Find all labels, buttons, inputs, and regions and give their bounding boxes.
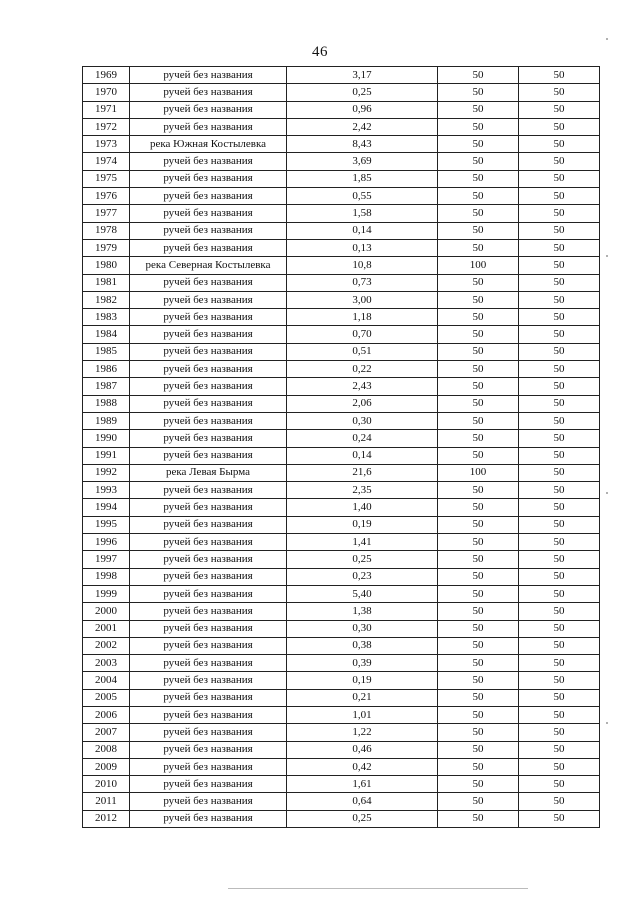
table-row bbox=[83, 101, 600, 118]
cell-length: 0,25 bbox=[287, 84, 438, 101]
cell-zone-width: 50 bbox=[438, 291, 519, 308]
cell-zone-width: 50 bbox=[438, 793, 519, 810]
cell-zone-width: 50 bbox=[438, 84, 519, 101]
cell-zone-width: 50 bbox=[438, 534, 519, 551]
cell-belt-width: 50 bbox=[519, 724, 600, 741]
table-row bbox=[83, 741, 600, 758]
cell-number: 1977 bbox=[83, 205, 130, 222]
cell-name: ручей без названия bbox=[130, 343, 287, 360]
cell-zone-width: 50 bbox=[438, 655, 519, 672]
cell-name: ручей без названия bbox=[130, 810, 287, 827]
table-row bbox=[83, 793, 600, 810]
cell-belt-width: 50 bbox=[519, 84, 600, 101]
cell-belt-width: 50 bbox=[519, 239, 600, 256]
table-row bbox=[83, 499, 600, 516]
cell-zone-width: 50 bbox=[438, 188, 519, 205]
cell-length: 0,19 bbox=[287, 672, 438, 689]
cell-length: 0,51 bbox=[287, 343, 438, 360]
table-row bbox=[83, 136, 600, 153]
cell-name: ручей без названия bbox=[130, 655, 287, 672]
cell-name: ручей без названия bbox=[130, 361, 287, 378]
cell-name: ручей без названия bbox=[130, 689, 287, 706]
table-row bbox=[83, 689, 600, 706]
cell-number: 1981 bbox=[83, 274, 130, 291]
cell-name: ручей без названия bbox=[130, 274, 287, 291]
cell-zone-width: 50 bbox=[438, 153, 519, 170]
cell-number: 1990 bbox=[83, 430, 130, 447]
cell-zone-width: 100 bbox=[438, 257, 519, 274]
cell-length: 1,58 bbox=[287, 205, 438, 222]
table-body bbox=[83, 67, 600, 828]
cell-zone-width: 50 bbox=[438, 724, 519, 741]
cell-length: 0,25 bbox=[287, 551, 438, 568]
cell-belt-width: 50 bbox=[519, 395, 600, 412]
cell-number: 2004 bbox=[83, 672, 130, 689]
cell-zone-width: 50 bbox=[438, 205, 519, 222]
cell-zone-width: 50 bbox=[438, 395, 519, 412]
cell-length: 1,85 bbox=[287, 170, 438, 187]
cell-number: 1999 bbox=[83, 585, 130, 602]
cell-belt-width: 50 bbox=[519, 689, 600, 706]
cell-number: 1970 bbox=[83, 84, 130, 101]
cell-zone-width: 50 bbox=[438, 706, 519, 723]
cell-name: ручей без названия bbox=[130, 724, 287, 741]
cell-number: 1976 bbox=[83, 188, 130, 205]
cell-zone-width: 50 bbox=[438, 741, 519, 758]
cell-name: ручей без названия bbox=[130, 170, 287, 187]
cell-number: 1979 bbox=[83, 239, 130, 256]
cell-number: 2012 bbox=[83, 810, 130, 827]
cell-name: ручей без названия bbox=[130, 620, 287, 637]
cell-belt-width: 50 bbox=[519, 118, 600, 135]
cell-number: 2005 bbox=[83, 689, 130, 706]
cell-length: 0,19 bbox=[287, 516, 438, 533]
table-row bbox=[83, 706, 600, 723]
cell-number: 1971 bbox=[83, 101, 130, 118]
cell-length: 0,73 bbox=[287, 274, 438, 291]
cell-belt-width: 50 bbox=[519, 603, 600, 620]
cell-length: 0,24 bbox=[287, 430, 438, 447]
cell-number: 1975 bbox=[83, 170, 130, 187]
table-row bbox=[83, 291, 600, 308]
table-row bbox=[83, 568, 600, 585]
cell-name: ручей без названия bbox=[130, 205, 287, 222]
cell-name: ручей без названия bbox=[130, 430, 287, 447]
table-row bbox=[83, 637, 600, 654]
cell-belt-width: 50 bbox=[519, 326, 600, 343]
cell-belt-width: 50 bbox=[519, 706, 600, 723]
cell-name: ручей без названия bbox=[130, 101, 287, 118]
cell-name: ручей без названия bbox=[130, 551, 287, 568]
cell-length: 0,46 bbox=[287, 741, 438, 758]
cell-belt-width: 50 bbox=[519, 741, 600, 758]
cell-number: 1985 bbox=[83, 343, 130, 360]
cell-zone-width: 50 bbox=[438, 361, 519, 378]
cell-belt-width: 50 bbox=[519, 136, 600, 153]
cell-length: 0,96 bbox=[287, 101, 438, 118]
cell-name: ручей без названия bbox=[130, 568, 287, 585]
cell-zone-width: 50 bbox=[438, 672, 519, 689]
cell-number: 1989 bbox=[83, 412, 130, 429]
cell-belt-width: 50 bbox=[519, 482, 600, 499]
cell-length: 8,43 bbox=[287, 136, 438, 153]
cell-belt-width: 50 bbox=[519, 361, 600, 378]
cell-name: ручей без названия bbox=[130, 482, 287, 499]
cell-length: 0,70 bbox=[287, 326, 438, 343]
cell-zone-width: 50 bbox=[438, 378, 519, 395]
cell-length: 2,06 bbox=[287, 395, 438, 412]
cell-name: ручей без названия bbox=[130, 291, 287, 308]
cell-number: 1980 bbox=[83, 257, 130, 274]
cell-belt-width: 50 bbox=[519, 447, 600, 464]
cell-name: ручей без названия bbox=[130, 326, 287, 343]
cell-number: 2006 bbox=[83, 706, 130, 723]
cell-number: 1969 bbox=[83, 67, 130, 84]
cell-length: 3,00 bbox=[287, 291, 438, 308]
table-row bbox=[83, 257, 600, 274]
cell-belt-width: 50 bbox=[519, 793, 600, 810]
cell-zone-width: 50 bbox=[438, 239, 519, 256]
cell-name: ручей без названия bbox=[130, 188, 287, 205]
cell-length: 0,42 bbox=[287, 758, 438, 775]
cell-belt-width: 50 bbox=[519, 551, 600, 568]
cell-belt-width: 50 bbox=[519, 655, 600, 672]
cell-belt-width: 50 bbox=[519, 499, 600, 516]
cell-length: 1,22 bbox=[287, 724, 438, 741]
cell-belt-width: 50 bbox=[519, 810, 600, 827]
table-row bbox=[83, 205, 600, 222]
table-row bbox=[83, 84, 600, 101]
cell-name: ручей без названия bbox=[130, 67, 287, 84]
scan-speck bbox=[606, 38, 608, 40]
cell-belt-width: 50 bbox=[519, 637, 600, 654]
table-row bbox=[83, 326, 600, 343]
scan-speck bbox=[606, 492, 608, 494]
cell-number: 1998 bbox=[83, 568, 130, 585]
cell-belt-width: 50 bbox=[519, 222, 600, 239]
scan-speck bbox=[606, 255, 608, 257]
cell-belt-width: 50 bbox=[519, 153, 600, 170]
cell-length: 5,40 bbox=[287, 585, 438, 602]
cell-number: 1992 bbox=[83, 464, 130, 481]
cell-name: ручей без названия bbox=[130, 758, 287, 775]
cell-zone-width: 50 bbox=[438, 412, 519, 429]
table-row bbox=[83, 516, 600, 533]
table-row bbox=[83, 378, 600, 395]
cell-length: 0,21 bbox=[287, 689, 438, 706]
table-row bbox=[83, 188, 600, 205]
cell-zone-width: 50 bbox=[438, 551, 519, 568]
cell-length: 21,6 bbox=[287, 464, 438, 481]
cell-belt-width: 50 bbox=[519, 170, 600, 187]
cell-zone-width: 50 bbox=[438, 620, 519, 637]
cell-name: ручей без названия bbox=[130, 239, 287, 256]
table-row bbox=[83, 412, 600, 429]
cell-belt-width: 50 bbox=[519, 758, 600, 775]
cell-number: 1988 bbox=[83, 395, 130, 412]
table-row bbox=[83, 67, 600, 84]
cell-length: 0,14 bbox=[287, 447, 438, 464]
cell-number: 1983 bbox=[83, 309, 130, 326]
cell-belt-width: 50 bbox=[519, 188, 600, 205]
table-row bbox=[83, 447, 600, 464]
cell-number: 2007 bbox=[83, 724, 130, 741]
cell-number: 2000 bbox=[83, 603, 130, 620]
cell-length: 10,8 bbox=[287, 257, 438, 274]
cell-number: 1994 bbox=[83, 499, 130, 516]
cell-zone-width: 50 bbox=[438, 482, 519, 499]
table-row bbox=[83, 170, 600, 187]
cell-name: река Южная Костылевка bbox=[130, 136, 287, 153]
cell-length: 3,17 bbox=[287, 67, 438, 84]
cell-name: ручей без названия bbox=[130, 309, 287, 326]
cell-belt-width: 50 bbox=[519, 430, 600, 447]
cell-zone-width: 50 bbox=[438, 326, 519, 343]
cell-number: 1995 bbox=[83, 516, 130, 533]
cell-belt-width: 50 bbox=[519, 534, 600, 551]
table-row bbox=[83, 274, 600, 291]
cell-belt-width: 50 bbox=[519, 672, 600, 689]
cell-number: 1993 bbox=[83, 482, 130, 499]
table-row bbox=[83, 758, 600, 775]
cell-name: ручей без названия bbox=[130, 395, 287, 412]
table-row bbox=[83, 655, 600, 672]
water-bodies-table bbox=[82, 66, 600, 828]
table-row bbox=[83, 309, 600, 326]
cell-zone-width: 50 bbox=[438, 309, 519, 326]
cell-zone-width: 50 bbox=[438, 568, 519, 585]
table-row bbox=[83, 672, 600, 689]
cell-name: ручей без названия bbox=[130, 706, 287, 723]
table-row bbox=[83, 464, 600, 481]
cell-name: ручей без названия bbox=[130, 378, 287, 395]
cell-belt-width: 50 bbox=[519, 274, 600, 291]
cell-belt-width: 50 bbox=[519, 378, 600, 395]
cell-number: 1978 bbox=[83, 222, 130, 239]
cell-zone-width: 50 bbox=[438, 118, 519, 135]
cell-length: 0,39 bbox=[287, 655, 438, 672]
cell-zone-width: 50 bbox=[438, 430, 519, 447]
cell-number: 1997 bbox=[83, 551, 130, 568]
cell-number: 1973 bbox=[83, 136, 130, 153]
cell-zone-width: 50 bbox=[438, 637, 519, 654]
cell-number: 1974 bbox=[83, 153, 130, 170]
cell-number: 2009 bbox=[83, 758, 130, 775]
cell-number: 1987 bbox=[83, 378, 130, 395]
table-row bbox=[83, 343, 600, 360]
cell-length: 0,25 bbox=[287, 810, 438, 827]
table-row bbox=[83, 724, 600, 741]
cell-name: ручей без названия bbox=[130, 222, 287, 239]
cell-length: 1,38 bbox=[287, 603, 438, 620]
cell-length: 1,18 bbox=[287, 309, 438, 326]
cell-name: ручей без названия bbox=[130, 84, 287, 101]
cell-belt-width: 50 bbox=[519, 516, 600, 533]
cell-name: ручей без названия bbox=[130, 412, 287, 429]
cell-zone-width: 50 bbox=[438, 776, 519, 793]
table-row bbox=[83, 361, 600, 378]
cell-number: 1982 bbox=[83, 291, 130, 308]
cell-length: 1,61 bbox=[287, 776, 438, 793]
cell-number: 2001 bbox=[83, 620, 130, 637]
cell-length: 2,35 bbox=[287, 482, 438, 499]
cell-name: ручей без названия bbox=[130, 499, 287, 516]
cell-belt-width: 50 bbox=[519, 67, 600, 84]
table-row bbox=[83, 482, 600, 499]
cell-zone-width: 50 bbox=[438, 170, 519, 187]
cell-belt-width: 50 bbox=[519, 568, 600, 585]
cell-zone-width: 50 bbox=[438, 810, 519, 827]
table-row bbox=[83, 534, 600, 551]
cell-name: ручей без названия bbox=[130, 534, 287, 551]
cell-length: 0,13 bbox=[287, 239, 438, 256]
table-row bbox=[83, 118, 600, 135]
cell-zone-width: 50 bbox=[438, 603, 519, 620]
table-row bbox=[83, 810, 600, 827]
table-row bbox=[83, 603, 600, 620]
cell-zone-width: 50 bbox=[438, 689, 519, 706]
table-row bbox=[83, 153, 600, 170]
cell-belt-width: 50 bbox=[519, 585, 600, 602]
cell-belt-width: 50 bbox=[519, 205, 600, 222]
cell-length: 0,64 bbox=[287, 793, 438, 810]
cell-number: 2011 bbox=[83, 793, 130, 810]
cell-number: 1984 bbox=[83, 326, 130, 343]
cell-number: 1972 bbox=[83, 118, 130, 135]
scan-bottom-line bbox=[228, 888, 528, 889]
cell-length: 1,41 bbox=[287, 534, 438, 551]
cell-number: 1991 bbox=[83, 447, 130, 464]
cell-belt-width: 50 bbox=[519, 464, 600, 481]
cell-name: ручей без названия bbox=[130, 516, 287, 533]
cell-name: ручей без названия bbox=[130, 118, 287, 135]
cell-belt-width: 50 bbox=[519, 776, 600, 793]
cell-length: 0,22 bbox=[287, 361, 438, 378]
cell-belt-width: 50 bbox=[519, 101, 600, 118]
table-row bbox=[83, 776, 600, 793]
cell-zone-width: 50 bbox=[438, 585, 519, 602]
cell-number: 2010 bbox=[83, 776, 130, 793]
cell-length: 1,40 bbox=[287, 499, 438, 516]
cell-zone-width: 50 bbox=[438, 222, 519, 239]
cell-length: 2,42 bbox=[287, 118, 438, 135]
cell-length: 0,14 bbox=[287, 222, 438, 239]
cell-zone-width: 50 bbox=[438, 67, 519, 84]
cell-zone-width: 50 bbox=[438, 447, 519, 464]
cell-belt-width: 50 bbox=[519, 343, 600, 360]
table-row bbox=[83, 239, 600, 256]
cell-name: ручей без названия bbox=[130, 603, 287, 620]
cell-name: ручей без названия bbox=[130, 672, 287, 689]
cell-name: ручей без названия bbox=[130, 793, 287, 810]
cell-belt-width: 50 bbox=[519, 291, 600, 308]
table-row bbox=[83, 551, 600, 568]
cell-number: 2002 bbox=[83, 637, 130, 654]
cell-name: ручей без названия bbox=[130, 776, 287, 793]
page-number: 46 bbox=[312, 44, 328, 60]
table-row bbox=[83, 222, 600, 239]
table-row bbox=[83, 620, 600, 637]
cell-zone-width: 50 bbox=[438, 274, 519, 291]
cell-name: ручей без названия bbox=[130, 585, 287, 602]
cell-zone-width: 50 bbox=[438, 758, 519, 775]
cell-length: 0,23 bbox=[287, 568, 438, 585]
cell-belt-width: 50 bbox=[519, 412, 600, 429]
cell-zone-width: 50 bbox=[438, 499, 519, 516]
table-row bbox=[83, 395, 600, 412]
cell-number: 2008 bbox=[83, 741, 130, 758]
scan-speck bbox=[606, 722, 608, 724]
cell-name: река Левая Бырма bbox=[130, 464, 287, 481]
cell-length: 3,69 bbox=[287, 153, 438, 170]
cell-belt-width: 50 bbox=[519, 620, 600, 637]
cell-zone-width: 50 bbox=[438, 343, 519, 360]
cell-belt-width: 50 bbox=[519, 309, 600, 326]
cell-zone-width: 100 bbox=[438, 464, 519, 481]
table-row bbox=[83, 430, 600, 447]
table-row bbox=[83, 585, 600, 602]
cell-zone-width: 50 bbox=[438, 101, 519, 118]
cell-length: 1,01 bbox=[287, 706, 438, 723]
cell-belt-width: 50 bbox=[519, 257, 600, 274]
cell-length: 0,30 bbox=[287, 412, 438, 429]
cell-name: ручей без названия bbox=[130, 447, 287, 464]
cell-name: река Северная Костылевка bbox=[130, 257, 287, 274]
cell-number: 2003 bbox=[83, 655, 130, 672]
cell-length: 0,30 bbox=[287, 620, 438, 637]
cell-name: ручей без названия bbox=[130, 741, 287, 758]
cell-name: ручей без названия bbox=[130, 153, 287, 170]
cell-number: 1996 bbox=[83, 534, 130, 551]
cell-name: ручей без названия bbox=[130, 637, 287, 654]
cell-number: 1986 bbox=[83, 361, 130, 378]
cell-length: 0,55 bbox=[287, 188, 438, 205]
cell-length: 2,43 bbox=[287, 378, 438, 395]
cell-length: 0,38 bbox=[287, 637, 438, 654]
cell-zone-width: 50 bbox=[438, 516, 519, 533]
cell-zone-width: 50 bbox=[438, 136, 519, 153]
